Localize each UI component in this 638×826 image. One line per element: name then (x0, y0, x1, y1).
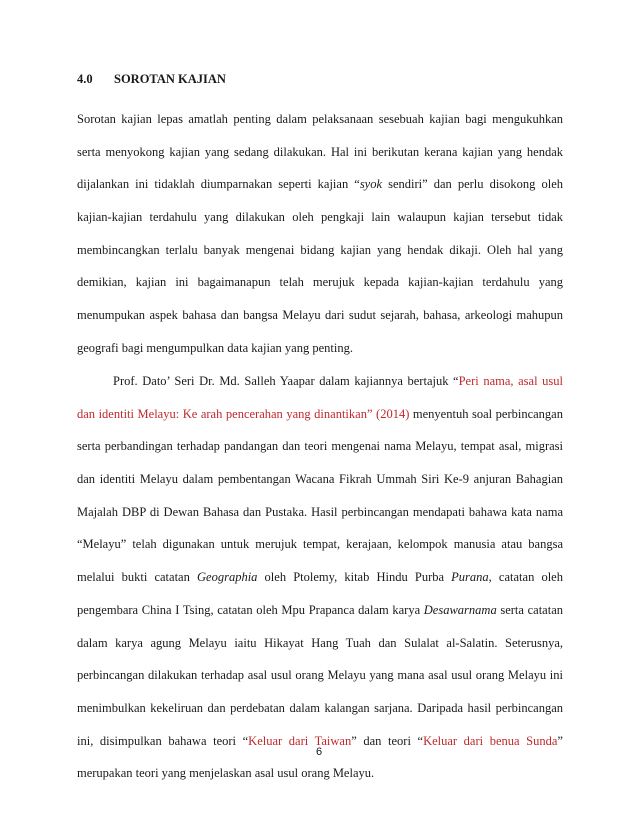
highlighted-text: Keluar dari benua Sunda (423, 733, 558, 748)
text-run: “Melayu” telah digunakan untuk merujuk tempat, kerajaan, kelompok manusia atau bangsa (77, 537, 563, 552)
text-run: serta catatan (496, 602, 563, 617)
section-title: SOROTAN KAJIAN (114, 72, 226, 86)
text-run: oleh Ptolemy, kitab Hindu Purba (257, 570, 452, 585)
text-run: ” dan teori “ (351, 733, 424, 748)
text-run: sendiri” dan perlu disokong oleh (382, 177, 563, 192)
italic-text: syok (359, 177, 383, 192)
highlighted-text: Peri nama, asal usul (458, 374, 563, 388)
text-run: melalui bukti catatan (77, 570, 197, 585)
text-run: ini, disimpulkan bahawa teori “ (77, 733, 249, 748)
text-run: geografi bagi mengumpulkan data kajian yang penting. (77, 340, 353, 355)
text-run: , catatan oleh (488, 570, 563, 585)
text-run: pengembara China I Tsing, catatan oleh Mpu Prapanca dalam karya (77, 602, 424, 617)
text-line (77, 332, 563, 365)
text-run: dalam karya agung Melayu iaitu Hikayat Hang Tuah dan Sulalat al-Salatin. Seterusnya, (77, 635, 563, 650)
paragraph-literature-review-intro (77, 103, 563, 365)
text-run: Prof. Dato’ Seri Dr. Md. Salleh Yaapar dalam kajiannya bertajuk “ (113, 374, 459, 388)
text-run: merupakan teori yang menjelaskan asal usul orang Melayu. (77, 766, 375, 781)
text-line (77, 168, 563, 201)
text-line (77, 692, 563, 725)
text-run: dan identiti Melayu dalam pembentangan Wacana Fikrah Ummah Siri Ke-9 anjuran Bahagian (77, 472, 563, 487)
text-line (77, 528, 563, 561)
text-run: serta perbandingan terhadap pandangan dan teori mengenai nama Melayu, tempat asal, migrasi (77, 439, 563, 454)
italic-text: Purana (451, 570, 489, 585)
text-line (77, 299, 563, 332)
text-run: demikian, kajian ini bagaimanapun telah merujuk kepada kajian-kajian terdahulu yang (77, 275, 563, 290)
text-line (77, 561, 563, 594)
text-line (77, 463, 563, 496)
text-run: ” (557, 733, 563, 748)
text-line (77, 627, 563, 660)
section-heading (77, 72, 226, 87)
text-line (77, 136, 563, 169)
section-number: 4.0 (77, 72, 93, 86)
highlighted-text: dan identiti Melayu: Ke arah pencerahan yang dinantikan” (2014) (77, 406, 410, 421)
italic-text: Geographia (197, 570, 258, 585)
text-line (77, 594, 563, 627)
text-line (77, 430, 563, 463)
text-run: dijalankan ini tidaklah diumparnakan seperti kajian “ (77, 177, 360, 192)
text-run: menimbulkan kekeliruan dan perdebatan dalam kalangan sarjana. Daripada hasil perbincangan (77, 700, 563, 715)
italic-text: Desawarnama (423, 602, 497, 617)
text-line (77, 103, 563, 136)
text-run: menyentuh soal perbincangan (409, 406, 563, 421)
text-run: Majalah DBP di Dewan Bahasa dan Pustaka. Hasil perbincangan mendapati bahawa kata nama (77, 504, 563, 519)
text-line (77, 365, 563, 398)
text-run: kajian-kajian terdahulu yang dilakukan oleh pengkaji lain walaupun kajian tersebut tidak (77, 210, 563, 225)
highlighted-text: Keluar dari Taiwan (248, 733, 352, 748)
text-line (77, 398, 563, 431)
text-line (77, 234, 563, 267)
text-run: serta menyokong kajian yang sedang dilakukan. Hal ini berikutan kerana kajian yang hendak (77, 144, 563, 159)
page-number: 6 (315, 746, 323, 758)
text-line (77, 201, 563, 234)
text-line (77, 266, 563, 299)
paragraph-salleh-yaapar-study (77, 365, 563, 790)
text-line (77, 659, 563, 692)
text-run: Sorotan kajian lepas amatlah penting dalam pelaksanaan sesebuah kajian bagi mengukuhkan (77, 112, 563, 126)
text-run: membincangkan terlalu banyak mengenai bidang kajian yang hendak dikaji. Oleh hal yang (77, 242, 563, 257)
text-line (77, 496, 563, 529)
text-run: menumpukan aspek bahasa dan bangsa Melayu dari sudut sejarah, bahasa, arkeologi mahupun (77, 308, 563, 323)
text-run: perbincangan dilakukan terhadap asal usul orang Melayu yang mana asal usul orang Melayu ini (77, 668, 563, 683)
text-line (77, 757, 563, 790)
